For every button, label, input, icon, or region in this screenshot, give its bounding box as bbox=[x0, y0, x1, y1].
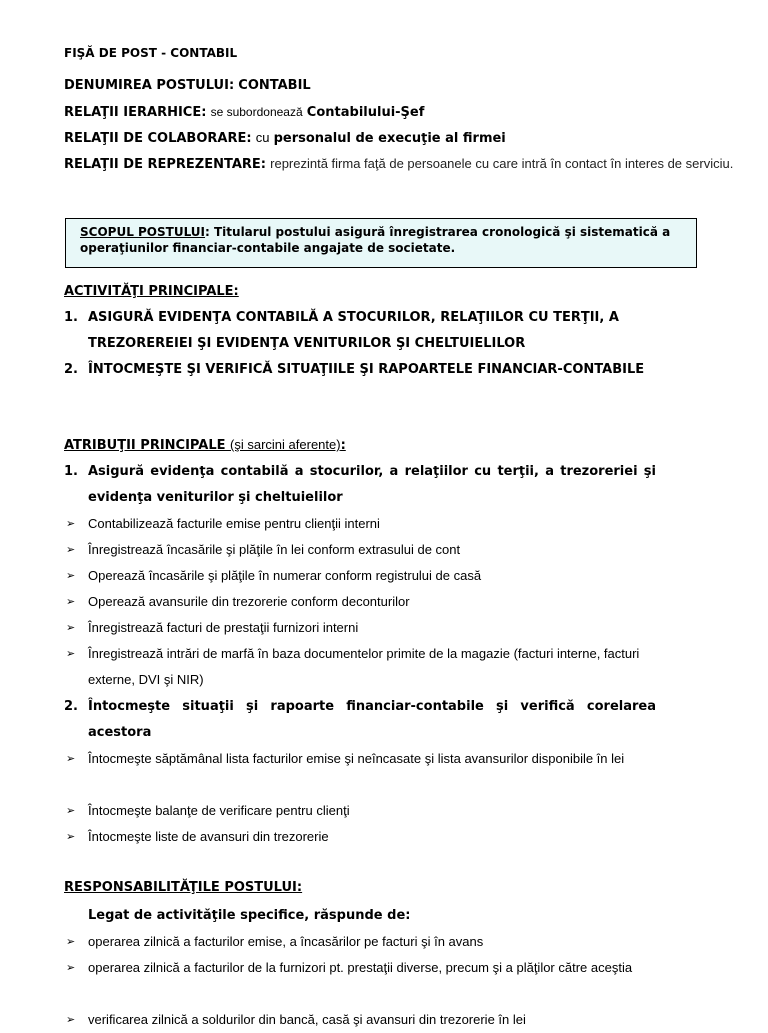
arrow-bullet-icon: ➢ bbox=[66, 1014, 76, 1026]
duty-group-title bbox=[64, 694, 656, 746]
item-text: ASIGURĂ EVIDENŢA CONTABILĂ A STOCURILOR, RELAŢIILOR CU TERŢII, A TREZOREREIEI ŞI EVIDENŢA VENITURILOR ŞI CHELTUIELILOR bbox=[88, 310, 619, 351]
main-activity-item bbox=[64, 305, 656, 357]
arrow-bullet-icon: ➢ bbox=[66, 936, 76, 948]
item-number: 2. bbox=[64, 362, 78, 377]
item-text: ÎNTOCMEŞTE ŞI VERIFICĂ SITUAŢIILE ŞI RAPOARTELE FINANCIAR-CONTABILE bbox=[88, 362, 645, 377]
relation-label: DENUMIREA POSTULUI: bbox=[64, 78, 235, 93]
scope-label: SCOPUL POSTULUI bbox=[80, 225, 206, 239]
arrow-bullet-icon: ➢ bbox=[66, 831, 76, 843]
relation-value: Contabilului-Şef bbox=[306, 105, 425, 120]
relation-post-name bbox=[64, 73, 768, 99]
main-activity-item bbox=[64, 357, 656, 383]
relation-value: CONTABIL bbox=[238, 78, 311, 93]
duty-bullet: ➢ Întocmeşte balanţe de verificare pentru clienţi bbox=[64, 798, 658, 824]
duties-heading-text: ATRIBUŢII PRINCIPALE bbox=[64, 438, 226, 453]
relation-representation bbox=[64, 151, 768, 178]
duty-bullet: ➢ Înregistrează intrări de marfă în baza documentelor primite de la magazie (facturi interne, facturi externe, DVI şi NIR) bbox=[64, 641, 658, 693]
relation-prefix: cu bbox=[255, 130, 270, 145]
relation-hierarchy bbox=[64, 99, 768, 126]
main-duties-heading bbox=[64, 437, 346, 453]
arrow-bullet-icon: ➢ bbox=[66, 648, 76, 660]
duty-group-title bbox=[64, 459, 656, 511]
relation-value: personalul de execuţie al firmei bbox=[273, 131, 506, 146]
duties-heading-colon: : bbox=[340, 438, 346, 453]
relation-collaboration bbox=[64, 125, 768, 152]
responsibility-bullet: ➢ operarea zilnică a facturilor de la furnizori pt. prestaţii diverse, precum şi a plăţilor către aceştia bbox=[64, 955, 658, 981]
arrow-bullet-icon: ➢ bbox=[66, 805, 76, 817]
responsibilities-heading: RESPONSABILITĂŢILE POSTULUI: bbox=[64, 880, 303, 895]
item-text: Întocmeşte situaţii şi rapoarte financiar-contabile şi verifică corelarea acestora bbox=[88, 699, 656, 740]
relation-prefix: se subordonează bbox=[210, 105, 303, 119]
duty-bullet: ➢ Operează avansurile din trezorerie conform deconturilor bbox=[64, 589, 658, 615]
relation-prefix: reprezintă firma faţă de persoanele cu care intră în contact în interes de serviciu. bbox=[270, 156, 734, 171]
responsibility-bullet: ➢ operarea zilnică a facturilor emise, a încasărilor pe facturi şi în avans bbox=[64, 929, 658, 955]
document-title: FIŞĂ DE POST - CONTABIL bbox=[64, 46, 238, 60]
relation-label: RELAŢII IERARHICE: bbox=[64, 105, 207, 120]
item-text: Asigură evidenţa contabilă a stocurilor, a relaţiilor cu terţii, a trezoreriei şi evidenţa veniturilor şi cheltuielilor bbox=[88, 464, 656, 505]
duty-bullet: ➢ Înregistrează facturi de prestaţii furnizori interni bbox=[64, 615, 658, 641]
arrow-bullet-icon: ➢ bbox=[66, 518, 76, 530]
arrow-bullet-icon: ➢ bbox=[66, 962, 76, 974]
relation-label: RELAŢII DE COLABORARE: bbox=[64, 131, 252, 146]
duty-bullet: ➢ Întocmeşte liste de avansuri din trezorerie bbox=[64, 824, 658, 850]
item-number: 1. bbox=[64, 310, 78, 325]
arrow-bullet-icon: ➢ bbox=[66, 596, 76, 608]
job-scope-box bbox=[65, 218, 697, 268]
responsibilities-subheading: Legat de activităţile specifice, răspunde de: bbox=[88, 908, 411, 923]
scope-text: : Titularul postului asigură înregistrarea cronologică şi sistematică a operaţiunilor financiar-contabile angajate de societate. bbox=[80, 225, 671, 255]
duty-bullet: ➢ Contabilizează facturile emise pentru clienţii interni bbox=[64, 511, 658, 537]
item-number: 2. bbox=[64, 699, 78, 714]
main-activities-heading: ACTIVITĂŢI PRINCIPALE: bbox=[64, 284, 239, 299]
item-number: 1. bbox=[64, 464, 78, 479]
relation-label: RELAŢII DE REPREZENTARE: bbox=[64, 157, 266, 172]
arrow-bullet-icon: ➢ bbox=[66, 753, 76, 765]
duty-bullet: ➢ Operează încasările şi plăţile în numerar conform registrului de casă bbox=[64, 563, 658, 589]
arrow-bullet-icon: ➢ bbox=[66, 544, 76, 556]
arrow-bullet-icon: ➢ bbox=[66, 622, 76, 634]
arrow-bullet-icon: ➢ bbox=[66, 570, 76, 582]
duty-bullet: ➢ Întocmeşte săptămânal lista facturilor emise şi neîncasate şi lista avansurilor disponibile în lei bbox=[64, 746, 658, 772]
duty-bullet: ➢ Înregistrează încasările şi plăţile în lei conform extrasului de cont bbox=[64, 537, 658, 563]
duties-heading-note: (şi sarcini aferente) bbox=[230, 437, 341, 452]
responsibility-bullet: ➢ verificarea zilnică a soldurilor din bancă, casă şi avansuri din trezorerie în lei bbox=[64, 1007, 658, 1033]
